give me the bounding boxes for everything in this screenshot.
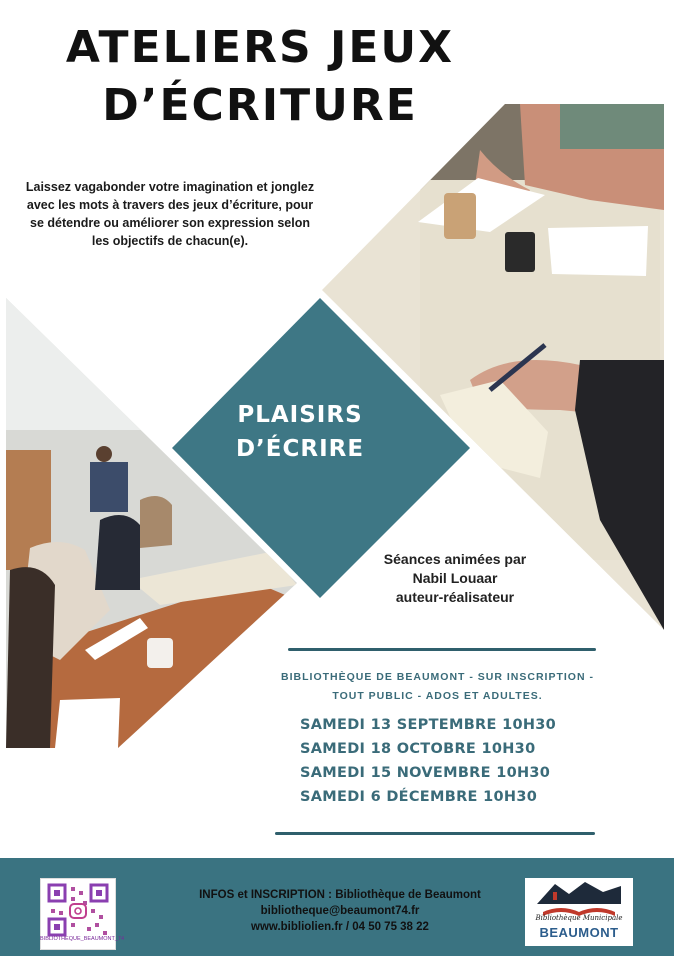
badge-text xyxy=(225,398,375,466)
logo-graphic xyxy=(525,878,633,918)
facilitator-block xyxy=(355,550,555,607)
date-item: SAMEDI 13 SEPTEMBRE 10H30 xyxy=(300,717,557,733)
date-item: SAMEDI 6 DÉCEMBRE 10H30 xyxy=(300,789,538,805)
date-item: SAMEDI 18 OCTOBRE 10H30 xyxy=(300,741,536,757)
badge-line-2: D’ÉCRIRE xyxy=(235,436,365,462)
facilitator-name: Nabil Louaar xyxy=(412,570,498,586)
qr-label: BIBLIOTHEQUE_BEAUMONT_74 xyxy=(40,936,125,942)
contact-email[interactable]: bibliotheque@beaumont74.fr xyxy=(260,905,420,917)
logo-script-text: Bibliothèque Municipale xyxy=(535,914,623,922)
title-line-1: ATELIERS JEUX xyxy=(65,22,455,73)
intro-text: Laissez vagabonder votre imagination et jonglez avec les mots à travers des jeux d’écriture, pour se détendre ou améliorer son expression selon les objectifs de chacun(e). xyxy=(25,180,315,248)
logo-name-text: BEAUMONT xyxy=(539,925,619,940)
library-logo xyxy=(525,878,633,946)
divider-bottom xyxy=(275,832,595,835)
divider-top xyxy=(288,648,596,651)
info-line-1: BIBLIOTHÈQUE DE BEAUMONT - SUR INSCRIPTION - xyxy=(281,671,594,683)
info-line-2: TOUT PUBLIC - ADOS ET ADULTES. xyxy=(332,690,543,702)
badge-line-1: PLAISIRS xyxy=(237,402,363,428)
contact-web-phone[interactable]: www.bibliolien.fr / 04 50 75 38 22 xyxy=(251,921,429,933)
info-block xyxy=(270,668,605,706)
title-line-2: D’ÉCRITURE xyxy=(102,80,418,131)
facilitator-intro: Séances animées par xyxy=(383,551,527,567)
contact-block xyxy=(150,887,530,935)
contact-line-1: INFOS et INSCRIPTION : Bibliothèque de Beaumont xyxy=(199,889,481,901)
date-item: SAMEDI 15 NOVEMBRE 10H30 xyxy=(300,765,551,781)
facilitator-role: auteur-réalisateur xyxy=(395,589,515,605)
session-dates xyxy=(300,713,580,809)
